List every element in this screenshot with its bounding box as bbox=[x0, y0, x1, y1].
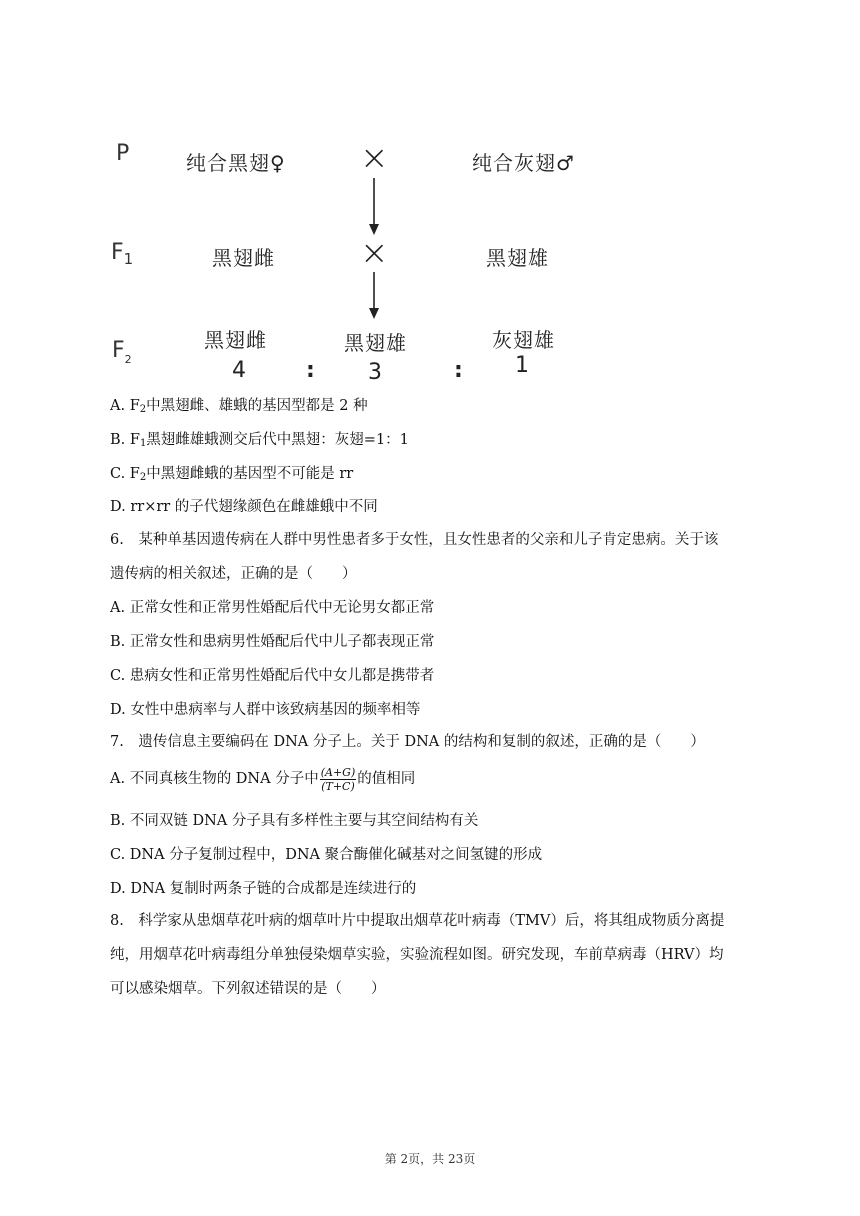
generation-p-label: P bbox=[116, 141, 130, 166]
f2-black-male-label: 黑翅雄 bbox=[344, 331, 407, 355]
arrow-f1-to-f2 bbox=[366, 272, 382, 320]
q6-option-b: B. 正常女性和患病男性婚配后代中儿子都表现正常 bbox=[110, 634, 435, 650]
f2-black-female-label: 黑翅雌 bbox=[204, 328, 267, 352]
q6-stem-line-1: 6. 某种单基因遗传病在人群中男性患者多于女性，且女性患者的父亲和儿子肯定患病。关于该 bbox=[110, 532, 719, 548]
q8-stem-line-2: 纯，用烟草花叶病毒组分单独侵染烟草实验，实验流程如图。研究发现，车前草病毒（HRV）均 bbox=[110, 947, 724, 963]
generation-f1-label: $F_1$ bbox=[111, 240, 134, 268]
q8-stem-line-3: 可以感染烟草。下列叙述错误的是（ ） bbox=[110, 981, 386, 997]
f1-female-label: 黑翅雌 bbox=[212, 246, 275, 270]
f2-gray-male-label: 灰翅雄 bbox=[492, 328, 555, 352]
page-number: 第 2页，共 23页 bbox=[384, 1152, 476, 1166]
q5-option-d: D. rr×rr 的子代翅缘颜色在雌雄蛾中不同 bbox=[110, 499, 378, 515]
q7-stem: 7. 遗传信息主要编码在 DNA 分子上。关于 DNA 的结构和复制的叙述，正确的是（ ） bbox=[110, 734, 705, 750]
ratio-colon-1: : bbox=[306, 358, 315, 383]
q5-option-b: B. $F_1$黑翅雌雄蛾测交后代中黑翅：灰翅=1：1 bbox=[110, 432, 409, 449]
q6-stem-line-2: 遗传病的相关叙述，正确的是（ ） bbox=[110, 566, 357, 582]
q7-option-c: C. DNA 分子复制过程中，DNA 聚合酶催化碱基对之间氢键的形成 bbox=[110, 847, 543, 863]
ratio-fraction: $\frac{(A+G)}{(T+C)}$ bbox=[320, 765, 356, 793]
p-male-label: 纯合灰翅♂ bbox=[472, 151, 575, 175]
p-female-label: 纯合黑翅♀ bbox=[186, 151, 286, 175]
q6-option-c: C. 患病女性和正常男性婚配后代中女儿都是携带者 bbox=[110, 668, 435, 684]
ratio-value-1: 4 bbox=[232, 358, 246, 383]
q6-option-d: D. 女性中患病率与人群中该致病基因的频率相等 bbox=[110, 702, 421, 718]
ratio-value-3: 1 bbox=[515, 353, 529, 378]
f1-male-label: 黑翅雄 bbox=[486, 246, 549, 270]
q8-stem-line-1: 8. 科学家从患烟草花叶病的烟草叶片中提取出烟草花叶病毒（TMV）后，将其组成物质分离提 bbox=[110, 913, 725, 929]
q5-option-c: C. $F_2$中黑翅雌蛾的基因型不可能是 rr bbox=[110, 466, 354, 483]
q5-option-a: A. $F_2$中黑翅雌、雄蛾的基因型都是 2 种 bbox=[110, 398, 368, 415]
q7-option-d: D. DNA 复制时两条子链的合成都是连续进行的 bbox=[110, 881, 417, 897]
generation-f2-label: $F_2$ bbox=[112, 338, 132, 366]
q6-option-a: A. 正常女性和正常男性婚配后代中无论男女都正常 bbox=[110, 600, 435, 616]
cross-symbol-p: × bbox=[360, 138, 389, 178]
arrow-p-to-f1 bbox=[366, 178, 382, 236]
q7-option-b: B. 不同双链 DNA 分子具有多样性主要与其空间结构有关 bbox=[110, 813, 479, 829]
q7-option-a: A. 不同真核生物的 DNA 分子中 $\frac{(A+G)}{(T+C)}$ 的值相同 bbox=[110, 765, 416, 793]
ratio-colon-2: : bbox=[454, 358, 463, 383]
cross-symbol-f1: × bbox=[360, 233, 389, 273]
ratio-value-2: 3 bbox=[368, 360, 382, 385]
